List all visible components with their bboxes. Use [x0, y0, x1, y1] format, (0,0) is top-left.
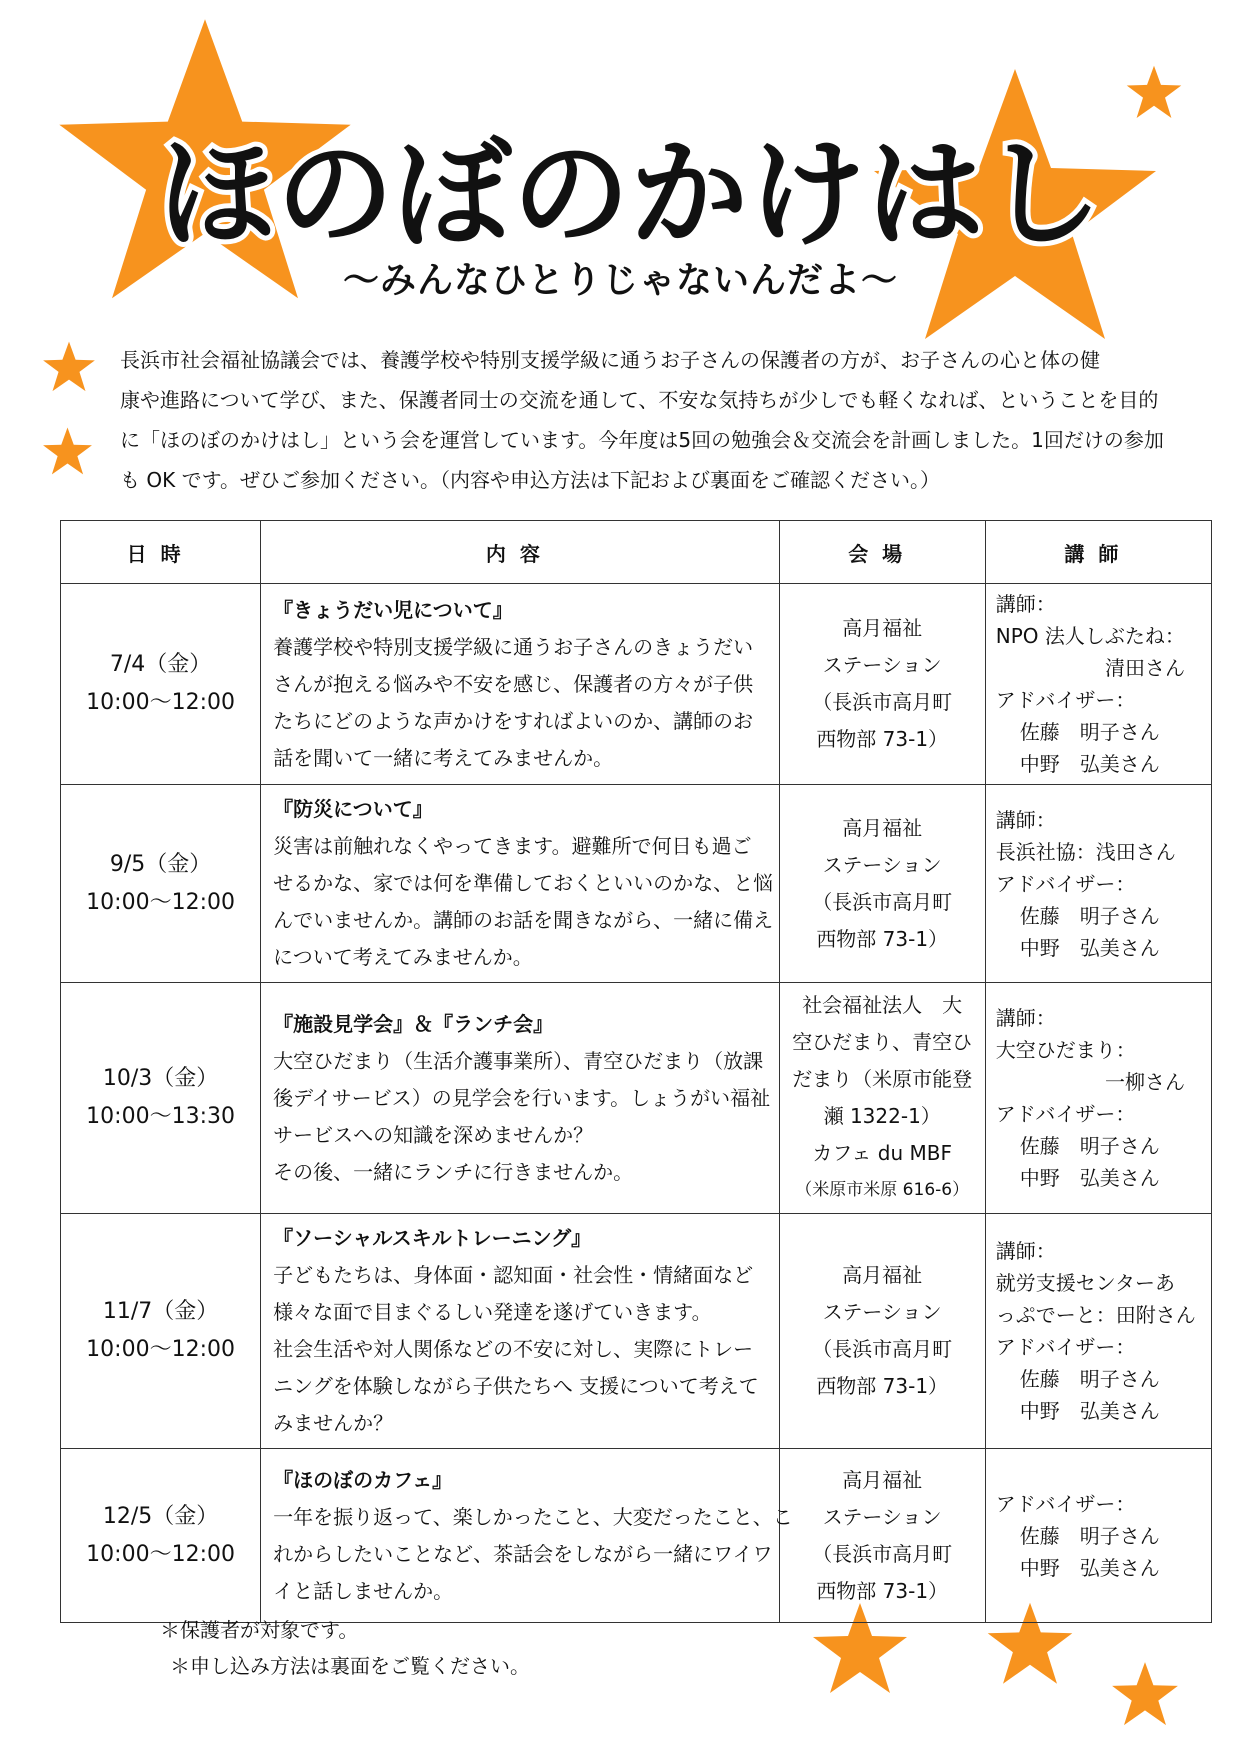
lecturer-label: 講師： [995, 592, 1056, 616]
date-cell [61, 584, 261, 785]
event-title: 『ほのぼのカフェ』 [273, 1467, 453, 1492]
table-row [61, 584, 1212, 785]
event-description: 話を聞いて一緒に考えてみませんか。 [273, 745, 614, 770]
table-row [61, 983, 1212, 1214]
venue-line: カフェ du MBF [812, 1141, 952, 1165]
event-description: せるかな、家では何を準備しておくといいのかな、と悩 [273, 871, 774, 895]
date-cell [61, 983, 261, 1214]
advisor-name: 中野 弘美さん [1019, 1399, 1160, 1423]
venue-line: 社会福祉法人 大 [802, 993, 963, 1017]
lecturer-org: 長浜社協：浅田さん [995, 839, 1176, 864]
venue-cell [779, 983, 985, 1214]
table-row [61, 1449, 1212, 1623]
venue-cell [779, 1214, 985, 1449]
event-date: 12/5（金） [102, 1503, 219, 1529]
venue-line: 瀬 1322-1） [823, 1104, 941, 1128]
event-title: 『防災について』 [273, 797, 433, 821]
venue-line: 高月福祉 [842, 815, 923, 840]
event-description: さんが抱える悩みや不安を感じ、保護者の方々が子供 [273, 671, 754, 696]
event-description: その後、一緒にランチに行きませんか。 [273, 1159, 634, 1184]
intro-text [120, 340, 1164, 500]
event-date: 9/5（金） [109, 851, 212, 877]
advisor-name: 佐藤 明子さん [1019, 1523, 1160, 1548]
advisor-name: 中野 弘美さん [1019, 752, 1160, 776]
event-description: たちにどのような声かけをすればよいのか、講師のお [273, 708, 754, 733]
venue-line: ステーション [822, 1504, 942, 1529]
note-application: ＊申し込み方法は裏面をご覧ください。 [170, 1654, 530, 1678]
page-subtitle: ～みんなひとりじゃないんだよ～ [342, 260, 898, 301]
event-description: 社会生活や対人関係などの不安に対し、実際にトレー [273, 1337, 754, 1361]
venue-cell [779, 785, 985, 983]
event-time: 10:00～12:00 [86, 889, 235, 915]
advisor-name: 佐藤 明子さん [1019, 720, 1160, 744]
date-cell [61, 1214, 261, 1449]
venue-line: （長浜市高月町 [812, 889, 953, 914]
lecturer-cell [985, 785, 1211, 983]
footer-notes [160, 1612, 530, 1684]
venue-line: ステーション [822, 852, 942, 877]
intro-line: 長浜市社会福祉協議会では、養護学校や特別支援学級に通うお子さんの保護者の方が、お子さんの心と体の健 [120, 348, 1100, 372]
lecturer-org: 大空ひだまり： [995, 1038, 1136, 1062]
lecturer-cell [985, 1214, 1211, 1449]
advisor-name: 中野 弘美さん [1019, 1166, 1160, 1190]
event-title: 『ソーシャルスキルトレーニング』 [273, 1226, 592, 1250]
lecturer-cell [985, 584, 1211, 785]
event-description: 後デイサービス）の見学会を行います。しょうがい福祉 [273, 1085, 771, 1110]
venue-line: （米原市米原 616-6） [795, 1180, 970, 1200]
venue-line: 高月福祉 [842, 1263, 923, 1287]
advisor-label: アドバイザー： [995, 871, 1136, 896]
content-cell [261, 1214, 779, 1449]
lecturer-label: 講師： [995, 807, 1056, 832]
venue-line: 高月福祉 [842, 1467, 923, 1492]
venue-line: ステーション [822, 653, 942, 677]
date-cell [61, 785, 261, 983]
content-cell [261, 584, 779, 785]
venue-line: （長浜市高月町 [812, 1337, 953, 1361]
advisor-label: アドバイザー： [995, 1102, 1136, 1126]
table-header-row [61, 521, 1212, 584]
lecturer-cell [985, 1449, 1211, 1623]
advisor-name: 中野 弘美さん [1019, 935, 1160, 960]
advisor-label: アドバイザー： [995, 1491, 1136, 1516]
advisor-name: 佐藤 明子さん [1019, 1134, 1160, 1158]
venue-line: 西物部 73-1） [816, 926, 949, 951]
lecturer-org: っぷでーと：田附さん [995, 1303, 1196, 1327]
lecturer-name: 一柳さん [1105, 1070, 1185, 1094]
event-description: れからしたいことなど、茶話会をしながら一緒にワイワ [273, 1541, 773, 1566]
event-date: 11/7（金） [102, 1299, 219, 1324]
advisor-name: 中野 弘美さん [1019, 1555, 1160, 1580]
lecturer-org: 就労支援センターあ [995, 1271, 1175, 1295]
event-time: 10:00～12:00 [86, 1337, 235, 1362]
event-title: 『きょうだい児について』 [273, 597, 513, 622]
venue-line: だまり（米原市能登 [792, 1067, 973, 1091]
lecturer-org: NPO 法人しぶたね： [995, 624, 1185, 648]
content-cell [261, 1449, 793, 1623]
event-description: について考えてみませんか。 [273, 945, 533, 969]
table-row [61, 1214, 1212, 1449]
event-time: 10:00～12:00 [86, 690, 235, 715]
star-decoration-small-topright [1125, 64, 1183, 122]
event-date: 7/4（金） [109, 652, 212, 677]
schedule-table [60, 520, 1212, 1623]
svg-text:ほのぼのかけはし: ほのぼのかけはし [157, 125, 1103, 263]
event-time: 10:00～12:00 [86, 1541, 235, 1567]
event-description: んでいませんか。講師のお話を聞きながら、一緒に備え [273, 908, 774, 932]
event-description: 一年を振り返って、楽しかったこと、大変だったこと、こ [273, 1504, 793, 1529]
content-cell [261, 983, 779, 1214]
content-cell [261, 785, 779, 983]
venue-line: （長浜市高月町 [812, 690, 953, 714]
venue-line: 西物部 73-1） [816, 727, 949, 751]
venue-line: ステーション [822, 1300, 942, 1324]
event-description: イと話しませんか。 [273, 1578, 454, 1603]
intro-line: も OK です。ぜひご参加ください。（内容や申込方法は下記および裏面をご確認ください。） [120, 468, 940, 492]
advisor-name: 佐藤 明子さん [1019, 903, 1160, 928]
event-date: 10/3（金） [102, 1066, 219, 1091]
venue-line: 高月福祉 [842, 616, 923, 640]
event-description: 災害は前触れなくやってきます。避難所で何日も過ご [273, 834, 752, 858]
event-description: 養護学校や特別支援学級に通うお子さんのきょうだい [273, 634, 754, 659]
venue-line: 西物部 73-1） [816, 1578, 949, 1603]
event-title: 『施設見学会』＆『ランチ会』 [273, 1011, 554, 1036]
star-decoration-small-left-1 [40, 340, 98, 395]
event-description: ニングを体験しながら子供たちへ 支援について考えて [273, 1374, 759, 1398]
event-description: 大空ひだまり（生活介護事業所）、青空ひだまり（放課 [273, 1048, 764, 1073]
event-description: 子どもたちは、身体面・認知面・社会性・情緒面など [273, 1263, 754, 1287]
advisor-label: アドバイザー： [995, 1335, 1136, 1359]
note-target: ＊保護者が対象です。 [160, 1618, 359, 1642]
table-row [61, 785, 1212, 983]
intro-line: 康や進路について学び、また、保護者同士の交流を通して、不安な気持ちが少しでも軽くなれば、ということを目的 [120, 388, 1159, 412]
header-content: 内容 [261, 521, 779, 584]
event-description: みませんか？ [273, 1411, 394, 1435]
intro-line: に「ほのぼのかけはし」という会を運営しています。今年度は5回の勉強会＆交流会を計画しました。1回だけの参加 [120, 428, 1164, 452]
lecturer-label: 講師： [995, 1006, 1056, 1030]
header-lecturer: 講師 [985, 521, 1211, 584]
venue-line: 空ひだまり、青空ひ [792, 1030, 973, 1054]
advisor-label: アドバイザー： [995, 688, 1136, 712]
venue-line: （長浜市高月町 [812, 1541, 953, 1566]
event-time: 10:00～13:30 [86, 1104, 235, 1129]
lecturer-label: 講師： [995, 1239, 1056, 1263]
star-decoration-small-left-2 [40, 426, 95, 478]
date-cell [61, 1449, 261, 1623]
venue-cell [779, 1449, 985, 1623]
header-date: 日時 [61, 521, 261, 584]
event-description: サービスへの知識を深めませんか？ [273, 1122, 594, 1147]
advisor-name: 佐藤 明子さん [1019, 1367, 1160, 1391]
lecturer-name: 清田さん [1105, 656, 1185, 680]
lecturer-cell [985, 983, 1211, 1214]
header-venue: 会場 [779, 521, 985, 584]
venue-line: 西物部 73-1） [816, 1374, 949, 1398]
star-decoration-bottom-3 [1110, 1660, 1180, 1730]
event-description: 様々な面で目まぐるしい発達を遂げていきます。 [273, 1300, 712, 1324]
venue-cell [779, 584, 985, 785]
